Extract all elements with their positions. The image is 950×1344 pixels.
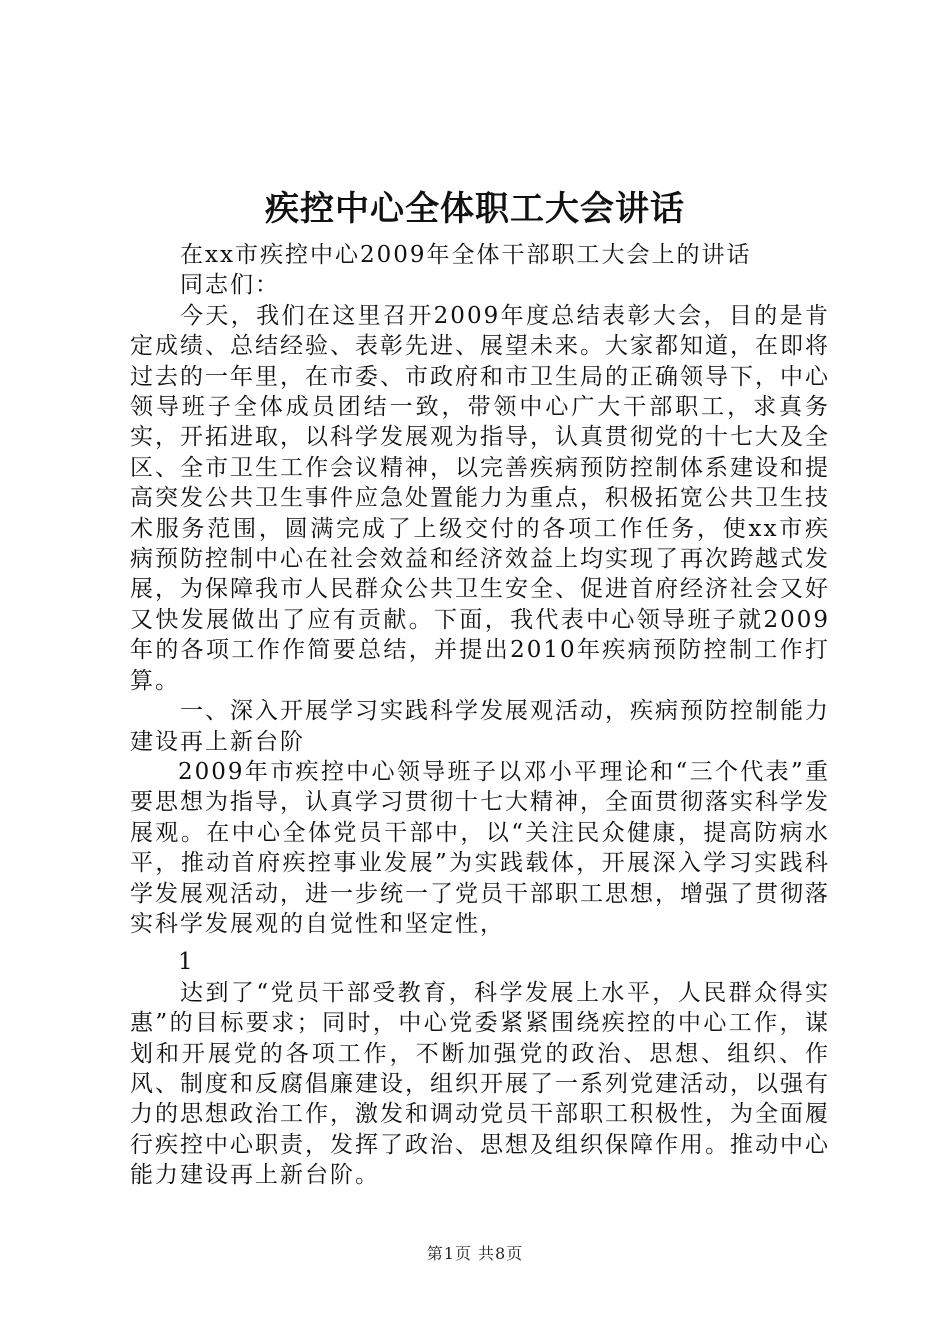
document-title: 疾控中心全体职工大会讲话 [265, 189, 685, 229]
inline-page-number: 1 [178, 949, 195, 976]
salutation: 同志们： [180, 272, 280, 299]
speech-subtitle: 在xx市疾控中心2009年全体干部职工大会上的讲话 [180, 242, 752, 268]
section-heading-1: 一、深入开展学习实践科学发展观活动，疾病预防控制能力建设再上新台阶 [130, 698, 830, 755]
document-body [130, 240, 830, 1191]
paragraph-goals: 达到了“党员干部受教育，科学发展上水平，人民群众得实惠”的目标要求；同时，中心党委紧紧围绕疾控的中心工作，谋划和开展党的各项工作，不断加强党的政治、思想、组织、作风、制度和反腐倡廉建设，组织开展了一系列党建活动，以强有力的思想政治工作，激发和调动党员干部职工积极性，为全面履行疾控中心职责，发挥了政治、思想及组织保障作用。推动中心能力建设再上新台阶。 [130, 979, 830, 1189]
paragraph-intro: 今天，我们在这里召开2009年度总结表彰大会，目的是肯定成绩、总结经验、表彰先进、展望未来。大家都知道，在即将过去的一年里，在市委、市政府和市卫生局的正确领导下，中心领导班子全体成员团结一致，带领中心广大干部职工，求真务实，开拓进取，以科学发展观为指导，认真贯彻党的十七大及全区、全市卫生工作会议精神，以完善疾病预防控制体系建设和提高突发公共卫生事件应急处置能力为重点，积极拓宽公共卫生技术服务范围，圆满完成了上级交付的各项工作任务，使xx市疾病预防控制中心在社会效益和经济效益上均实现了再次跨越式发展，为保障我市人民群众公共卫生安全、促进首府经济社会又好又快发展做出了应有贡献。下面，我代表中心领导班子就2009年的各项工作作简要总结，并提出2010年疾病预防控制工作打算。 [130, 302, 830, 694]
paragraph-party-building: 2009年市疾控中心领导班子以邓小平理论和“三个代表”重要思想为指导，认真学习贯彻十七大精神，全面贯彻落实科学发展观。在中心全体党员干部中，以“关注民众健康，提高防病水平，推动首府疾控事业发展”为实践载体，开展深入学习实践科学发展观活动，进一步统一了党员干部职工思想，增强了贯彻落实科学发展观的自觉性和坚定性， [130, 758, 830, 937]
page-footer: 第1页 共8页 [426, 1244, 524, 1263]
